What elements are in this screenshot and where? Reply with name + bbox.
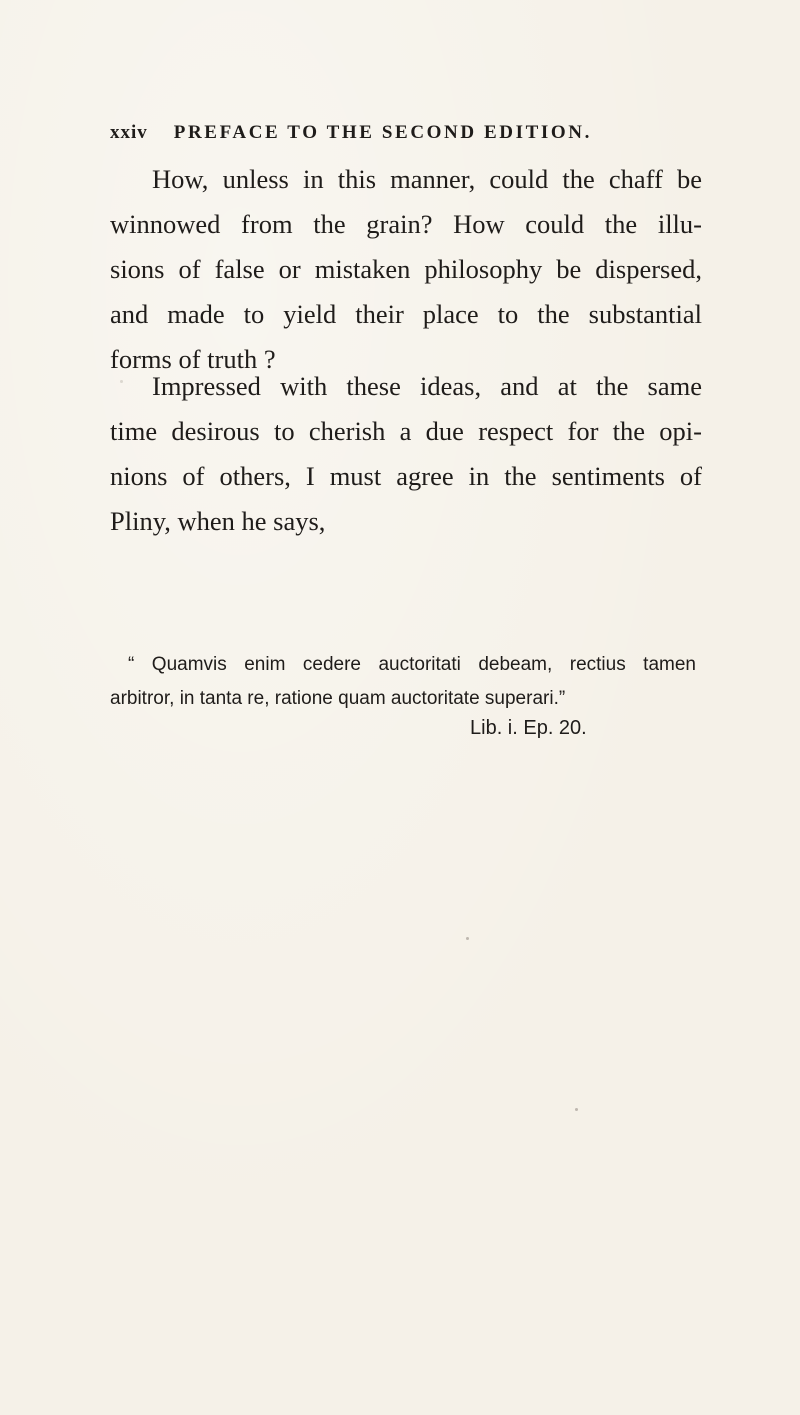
paragraph-line: forms of truth ? <box>110 344 276 374</box>
paragraph-line: winnowed from the grain? How could the illu- <box>110 209 702 239</box>
paper-speck <box>120 380 123 383</box>
paper-speck <box>466 937 469 940</box>
paragraph-line: nions of others, I must agree in the sentiments of <box>110 461 702 491</box>
paragraph-line: How, unless in this manner, could the chaff be <box>152 164 702 194</box>
quotation-line: arbitror, in tanta re, ratione quam auctoritate superari.” <box>110 688 566 709</box>
paragraph-line: Impressed with these ideas, and at the same <box>152 371 702 401</box>
page-number: xxiv <box>110 122 148 143</box>
paragraph-line: and made to yield their place to the substantial <box>110 299 702 329</box>
paragraph-1 <box>110 157 702 382</box>
quotation-citation: Lib. i. Ep. 20. <box>470 717 587 739</box>
running-title: PREFACE TO THE SECOND EDITION. <box>173 122 592 143</box>
paragraph-line: sions of false or mistaken philosophy be dispersed, <box>110 254 702 284</box>
paragraph-2 <box>110 364 702 544</box>
paper-speck <box>575 1108 578 1111</box>
paragraph-line: time desirous to cherish a due respect for the opi- <box>110 416 702 446</box>
latin-quotation <box>110 648 696 716</box>
running-header <box>110 122 690 144</box>
paragraph-line: Pliny, when he says, <box>110 506 326 536</box>
quotation-line: “ Quamvis enim cedere auctoritati debeam, rectius tamen <box>128 654 696 675</box>
